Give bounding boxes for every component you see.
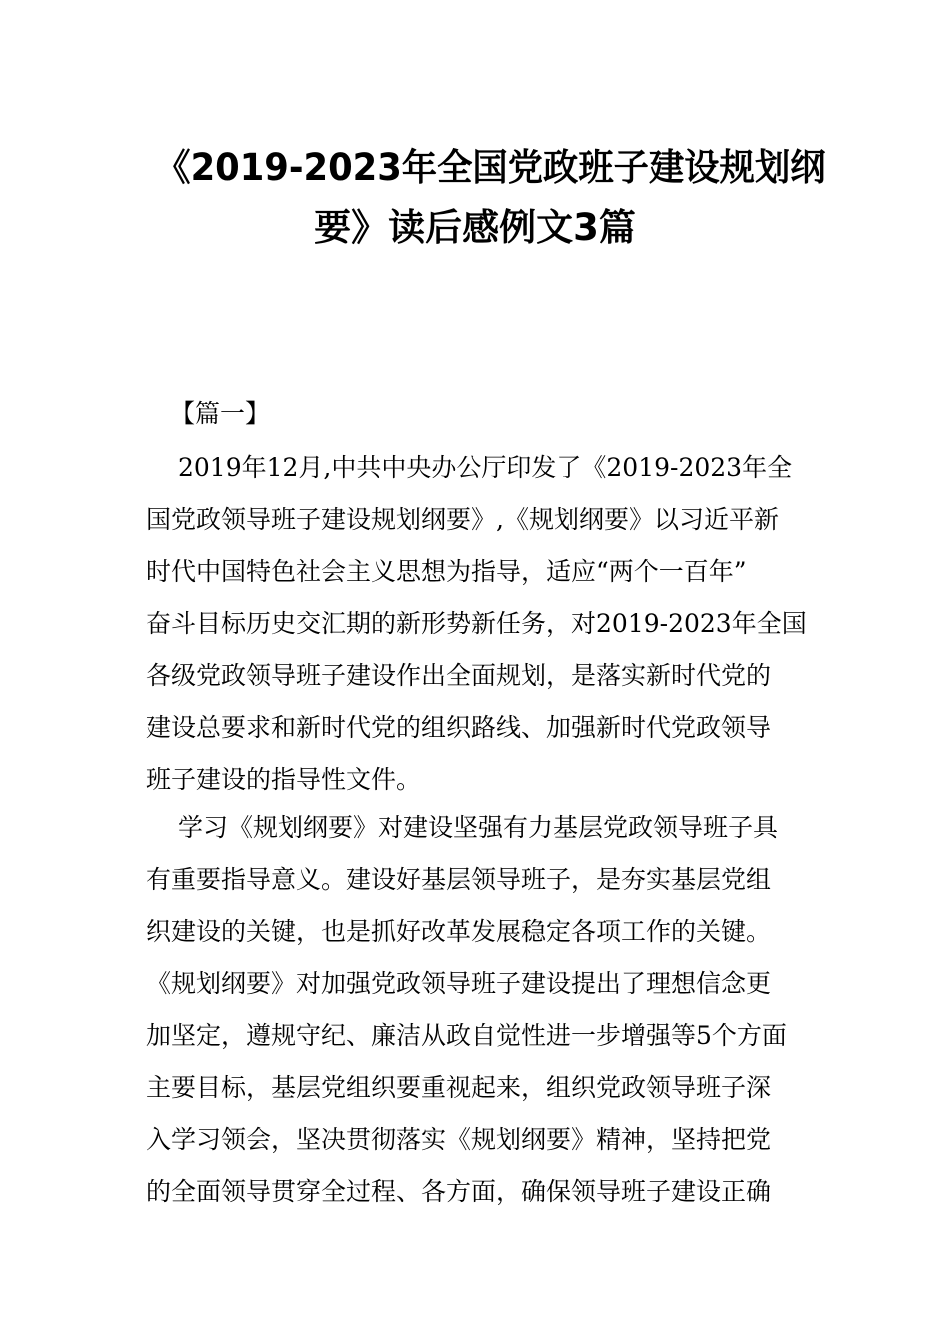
paragraph-line: 建设总要求和新时代党的组织路线、加强新时代党政领导 xyxy=(146,713,772,742)
paragraph-line: 班子建设的指导性文件。 xyxy=(146,765,422,794)
paragraph-line: 有重要指导意义。建设好基层领导班子，是夯实基层党组 xyxy=(146,865,772,894)
paragraph-line: 主要目标，基层党组织要重视起来，组织党政领导班子深 xyxy=(146,1073,772,1102)
paragraph-line: 学习《规划纲要》对建设坚强有力基层党政领导班子具 xyxy=(178,813,779,842)
paragraph-line: 入学习领会，坚决贯彻落实《规划纲要》精神，坚持把党 xyxy=(146,1125,772,1154)
paragraph-line: 各级党政领导班子建设作出全面规划，是落实新时代党的 xyxy=(146,661,772,690)
paragraph-line: 时代中国特色社会主义思想为指导，适应“两个一百年” xyxy=(146,557,747,586)
paragraph-line: 奋斗目标历史交汇期的新形势新任务，对2019-2023年全国 xyxy=(146,609,807,638)
paragraph-line: 2019年12月,中共中央办公厅印发了《2019-2023年全 xyxy=(178,453,793,482)
document-title-line-2: 要》读后感例文3篇 xyxy=(314,206,636,249)
paragraph-line: 织建设的关键，也是抓好改革发展稳定各项工作的关键。 xyxy=(146,917,772,946)
paragraph-line: 国党政领导班子建设规划纲要》,《规划纲要》以习近平新 xyxy=(146,505,779,534)
paragraph-line: 加坚定，遵规守纪、廉洁从政自觉性进一步增强等5个方面 xyxy=(146,1021,787,1050)
paragraph-line: 的全面领导贯穿全过程、各方面，确保领导班子建设正确 xyxy=(146,1177,772,1206)
document-title-line-1: 《2019-2023年全国党政班子建设规划纲 xyxy=(155,146,826,189)
section-heading-text: 【篇一】 xyxy=(170,399,271,428)
paragraph-line: 《规划纲要》对加强党政领导班子建设提出了理想信念更 xyxy=(146,969,772,998)
